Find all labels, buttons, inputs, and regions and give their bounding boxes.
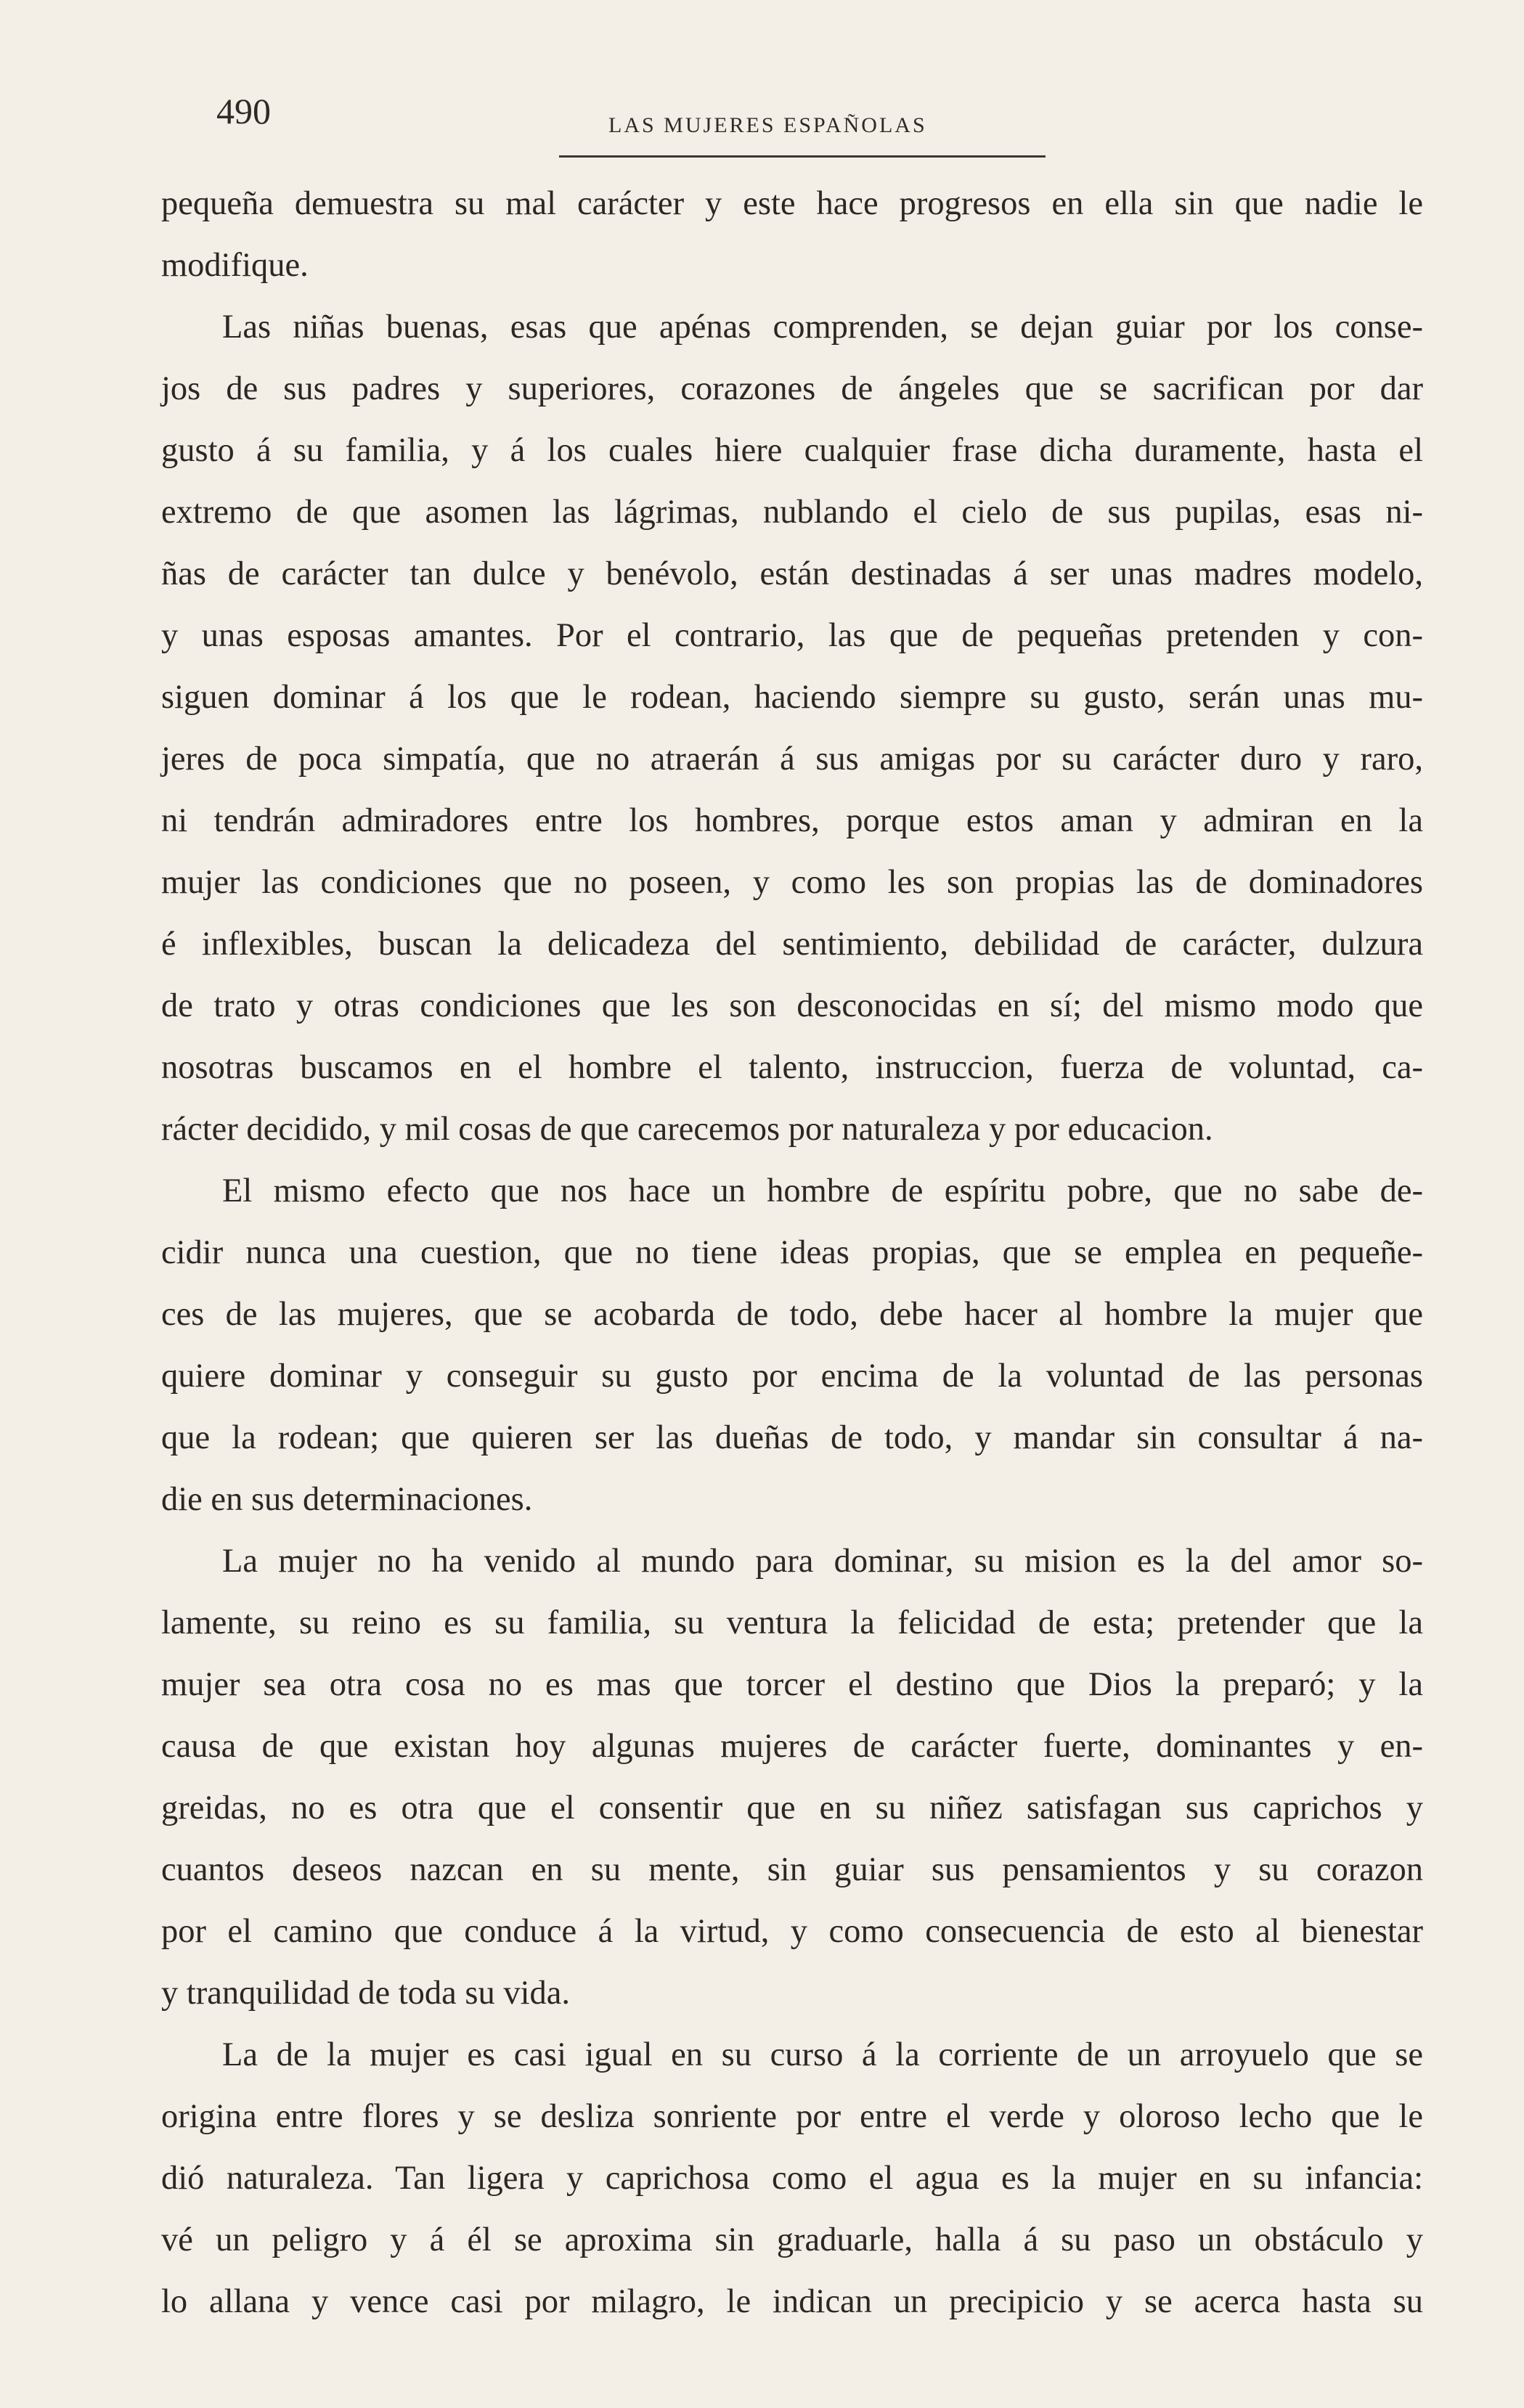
- text-line: Las niñas buenas, esas que apénas comprenden, se dejan guiar por los conse-: [222, 309, 1423, 346]
- paragraph: [161, 1530, 1423, 2024]
- text-line: pequeña demuestra su mal carácter y este hace progresos en ella sin que nadie le: [161, 185, 1423, 222]
- text-line: por el camino que conduce á la virtud, y como consecuencia de esto al bienestar: [161, 1913, 1423, 1950]
- text-line: mujer las condiciones que no poseen, y como les son propias las de dominadores: [161, 864, 1423, 901]
- text-line: lamente, su reino es su familia, su ventura la felicidad de esta; pretender que la: [161, 1604, 1423, 1641]
- text-line: gusto á su familia, y á los cuales hiere cualquier frase dicha duramente, hasta el: [161, 432, 1423, 469]
- running-title: LAS MUJERES ESPAÑOLAS: [608, 113, 927, 137]
- paragraph: [161, 2024, 1423, 2333]
- paragraph: [161, 296, 1423, 1160]
- paragraph: [161, 1160, 1423, 1530]
- text-line: cidir nunca una cuestion, que no tiene ideas propias, que se emplea en pequeñe-: [161, 1234, 1423, 1271]
- text-line: de trato y otras condiciones que les son desconocidas en sí; del mismo modo que: [161, 987, 1423, 1024]
- text-line: quiere dominar y conseguir su gusto por encima de la voluntad de las personas: [161, 1358, 1423, 1395]
- text-line: lo allana y vence casi por milagro, le indican un precipicio y se acerca hasta su: [161, 2283, 1423, 2320]
- text-line: origina entre flores y se desliza sonriente por entre el verde y oloroso lecho que le: [161, 2098, 1423, 2135]
- text-line: modifique.: [161, 247, 309, 284]
- text-line: y tranquilidad de toda su vida.: [161, 1975, 571, 2012]
- text-line: que la rodean; que quieren ser las dueñas de todo, y mandar sin consultar á na-: [161, 1419, 1423, 1456]
- text-line: extremo de que asomen las lágrimas, nublando el cielo de sus pupilas, esas ni-: [161, 494, 1423, 531]
- text-line: é inflexibles, buscan la delicadeza del sentimiento, debilidad de carácter, dulzura: [161, 926, 1423, 963]
- text-line: dió naturaleza. Tan ligera y caprichosa como el agua es la mujer en su infancia:: [161, 2160, 1423, 2197]
- text-line: ni tendrán admiradores entre los hombres, porque estos aman y admiran en la: [161, 802, 1423, 839]
- text-line: jeres de poca simpatía, que no atraerán á sus amigas por su carácter duro y raro,: [161, 740, 1423, 778]
- text-line: ces de las mujeres, que se acobarda de todo, debe hacer al hombre la mujer que: [161, 1296, 1423, 1333]
- text-line: die en sus determinaciones.: [161, 1481, 533, 1518]
- header-rule: [559, 155, 1046, 158]
- text-line: mujer sea otra cosa no es mas que torcer el destino que Dios la preparó; y la: [161, 1666, 1423, 1703]
- text-line: ñas de carácter tan dulce y benévolo, están destinadas á ser unas madres modelo,: [161, 555, 1423, 592]
- text-line: causa de que existan hoy algunas mujeres de carácter fuerte, dominantes y en-: [161, 1728, 1423, 1765]
- text-line: nosotras buscamos en el hombre el talento, instruccion, fuerza de voluntad, ca-: [161, 1049, 1423, 1086]
- text-line: greidas, no es otra que el consentir que en su niñez satisfagan sus caprichos y: [161, 1789, 1423, 1827]
- text-line: siguen dominar á los que le rodean, haciendo siempre su gusto, serán unas mu-: [161, 679, 1423, 716]
- text-line: jos de sus padres y superiores, corazones de ángeles que se sacrifican por dar: [161, 370, 1423, 407]
- text-line: cuantos deseos nazcan en su mente, sin guiar sus pensamientos y su corazon: [161, 1851, 1423, 1888]
- text-line: rácter decidido, y mil cosas de que carecemos por naturaleza y por educacion.: [161, 1111, 1213, 1148]
- body-text: [161, 173, 1423, 2333]
- text-line: La de la mujer es casi igual en su curso á la corriente de un arroyuelo que se: [222, 2036, 1423, 2073]
- text-line: La mujer no ha venido al mundo para dominar, su mision es la del amor so-: [222, 1543, 1423, 1580]
- text-line: y unas esposas amantes. Por el contrario, las que de pequeñas pretenden y con-: [161, 617, 1423, 654]
- text-line: vé un peligro y á él se aproxima sin graduarle, halla á su paso un obstáculo y: [161, 2221, 1423, 2258]
- page-number: 490: [216, 91, 271, 131]
- paragraph: [161, 173, 1423, 296]
- text-line: El mismo efecto que nos hace un hombre de espíritu pobre, que no sabe de-: [222, 1172, 1423, 1209]
